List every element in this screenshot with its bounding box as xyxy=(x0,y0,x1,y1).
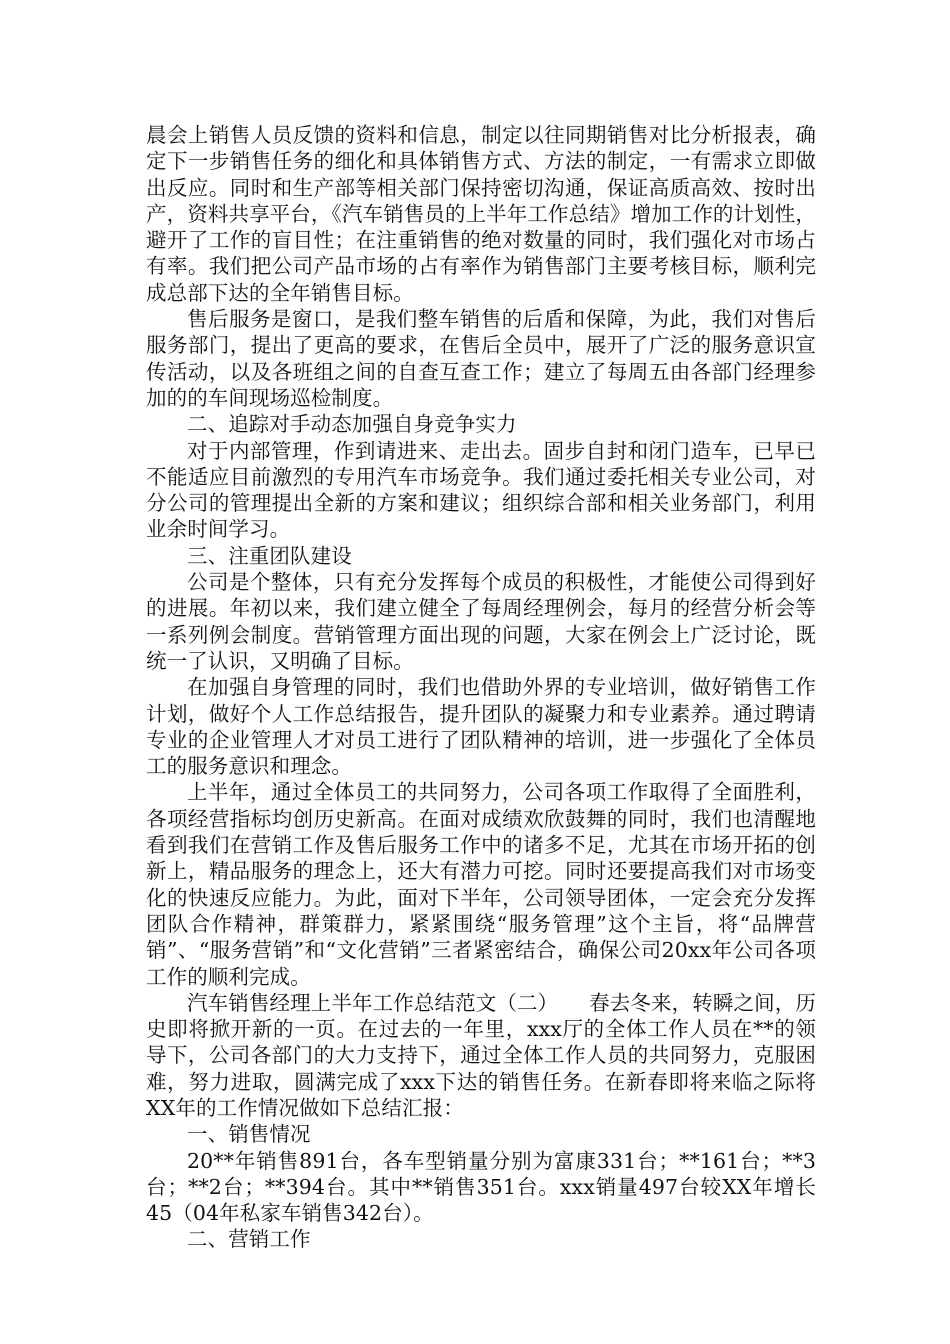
section-heading-team: 三、注重团队建设 xyxy=(187,543,352,568)
paragraph-team-building: 公司是个整体，只有充分发挥每个成员的积极性，才能使公司得到好的进展。年初以来，我们建立健全了每周经理例会，每月的经营分析会等一系列例会制度。营销管理方面出现的问题，大家在例会上广泛讨论，既统一了认识，又明确了目标。 xyxy=(146,570,816,673)
paragraph-training: 在加强自身管理的同时，我们也借助外界的专业培训，做好销售工作计划，做好个人工作总结报告，提升团队的凝聚力和专业素养。通过聘请专业的企业管理人才对员工进行了团队精神的培训，进一步强化了全体员工的服务意识和理念。 xyxy=(146,675,816,779)
paragraph-intro-continuation: 晨会上销售人员反馈的资料和信息，制定以往同期销售对比分析报表，确定下一步销售任务的细化和具体销售方式、方法的制定，一有需求立即做出反应。同时和生产部等相关部门保持密切沟通，保证高质高效、按时出产，资料共享平台，《汽车销售员的上半年工作总结》增加工作的计划性，避开了工作的盲目性；在注重销售的绝对数量的同时，我们强化对市场占有率。我们把公司产品市场的占有率作为销售部门主要考核目标，顺利完成总部下达的全年销售目标。 xyxy=(146,123,816,305)
section-heading-competition: 二、追踪对手动态加强自身竞争实力 xyxy=(187,412,517,437)
paragraph-internal-management: 对于内部管理，作到请进来、走出去。固步自封和闭门造车，已早已不能适应目前激烈的专用汽车市场竞争。我们通过委托相关专业公司，对分公司的管理提出全新的方案和建议；组织综合部和相关业务部门，利用业余时间学习。 xyxy=(146,438,816,542)
paragraph-sample-two: 汽车销售经理上半年工作总结范文（二） 春去冬来，转瞬之间，历史即将掀开新的一页。在过去的一年里，xxx厅的全体工作人员在**的领导下，公司各部门的大力支持下，通过全体工作人员的共同努力，克服困难，努力进取，圆满完成了xxx下达的销售任务。在新春即将来临之际将XX年的工作情况做如下总结汇报： xyxy=(146,990,816,1120)
paragraph-after-sales: 售后服务是窗口，是我们整车销售的后盾和保障，为此，我们对售后服务部门，提出了更高的要求，在售后全员中，展开了广泛的服务意识宣传活动，以及各班组之间的自查互查工作；建立了每周五由各部门经理参加的的车间现场巡检制度。 xyxy=(146,307,816,410)
paragraph-half-year-summary: 上半年，通过全体员工的共同努力，公司各项工作取得了全面胜利，各项经营指标均创历史新高。在面对成绩欢欣鼓舞的同时，我们也清醒地看到我们在营销工作及售后服务工作中的诸多不足，尤其在市场开拓的创新上，精品服务的理念上，还大有潜力可挖。同时还要提高我们对市场变化的快速反应能力。为此，面对下半年，公司领导团体，一定会充分发挥团队合作精神，群策群力，紧紧围绕“服务管理”这个主旨，将“品牌营销”、“服务营销”和“文化营销”三者紧密结合，确保公司20xx年公司各项工作的顺利完成。 xyxy=(146,780,816,989)
paragraph-sales-figures: 20**年销售891台，各车型销量分别为富康331台；**161台；**3台；**2台；**394台。其中**销售351台。xxx销量497台较XX年增长45（04年私家车销售342台）。 xyxy=(146,1148,816,1226)
section-heading-sales: 一、销售情况 xyxy=(187,1122,311,1147)
section-heading-marketing: 二、营销工作 xyxy=(187,1227,311,1252)
document-body xyxy=(146,122,816,1253)
